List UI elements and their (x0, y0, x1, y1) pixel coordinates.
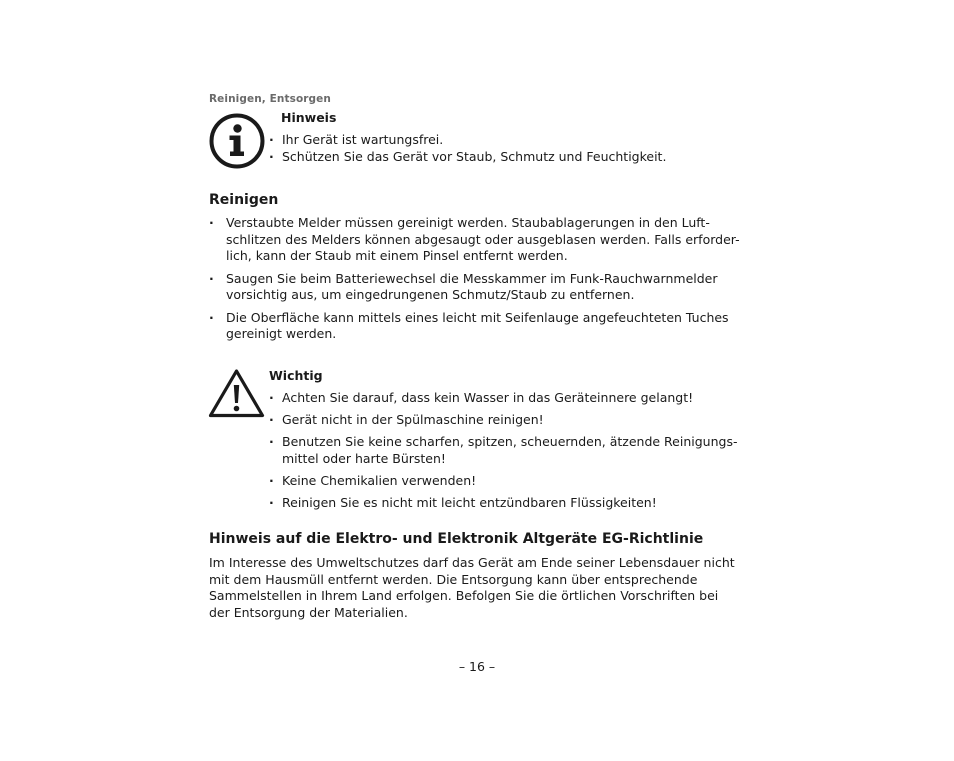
list-item: · Benutzen Sie keine scharfen, spitzen, scheuernden, ätzende Reinigungs- mittel oder harte Bürsten! (269, 434, 754, 467)
info-icon (209, 113, 265, 169)
hinweis-note-title: Hinweis (281, 110, 337, 125)
list-item: · Keine Chemikalien verwenden! (269, 473, 754, 490)
list-item: · Die Oberfläche kann mittels eines leicht mit Seifenlauge angefeuchteten Tuches gereinigt werden. (209, 310, 754, 343)
reinigen-list (209, 215, 754, 343)
wichtig-note-title: Wichtig (269, 368, 323, 383)
list-item: · Ihr Gerät ist wartungsfrei. (269, 132, 749, 149)
list-item: · Verstaubte Melder müssen gereinigt werden. Staubablagerungen in den Luft- schlitzen des Melders können abgesaugt oder ausgeblasen werden. Falls erforder- lich, kann der Staub mit einem Pinsel entfernt werden. (209, 215, 754, 265)
list-item: · Schützen Sie das Gerät vor Staub, Schmutz und Feuchtigkeit. (269, 149, 749, 166)
hinweis-note-list (269, 132, 749, 165)
weee-paragraph: Im Interesse des Umweltschutzes darf das Gerät am Ende seiner Lebensdauer nicht mit dem Hausmüll entfernt werden. Die Entsorgung kann über entsprechende Sammelstellen in Ihrem Land erfolgen. Befolgen Sie die örtlichen Vorschriften bei der Entsorgung der Materialien. (209, 555, 735, 621)
page-number: – 16 – (458, 659, 496, 674)
list-item: · Gerät nicht in der Spülmaschine reinigen! (269, 412, 754, 429)
reinigen-heading: Reinigen (209, 192, 279, 208)
warning-icon (208, 368, 265, 418)
running-head: Reinigen, Entsorgen (209, 93, 331, 105)
weee-heading: Hinweis auf die Elektro- und Elektronik Altgeräte EG-Richtlinie (209, 531, 704, 547)
list-item: · Achten Sie darauf, dass kein Wasser in das Geräteinnere gelangt! (269, 390, 754, 407)
wichtig-note-list (269, 390, 754, 511)
list-item: · Reinigen Sie es nicht mit leicht entzündbaren Flüssigkeiten! (269, 495, 754, 512)
list-item: · Saugen Sie beim Batteriewechsel die Messkammer im Funk-Rauchwarnmelder vorsichtig aus, um eingedrungenen Schmutz/Staub zu entfernen. (209, 271, 754, 304)
